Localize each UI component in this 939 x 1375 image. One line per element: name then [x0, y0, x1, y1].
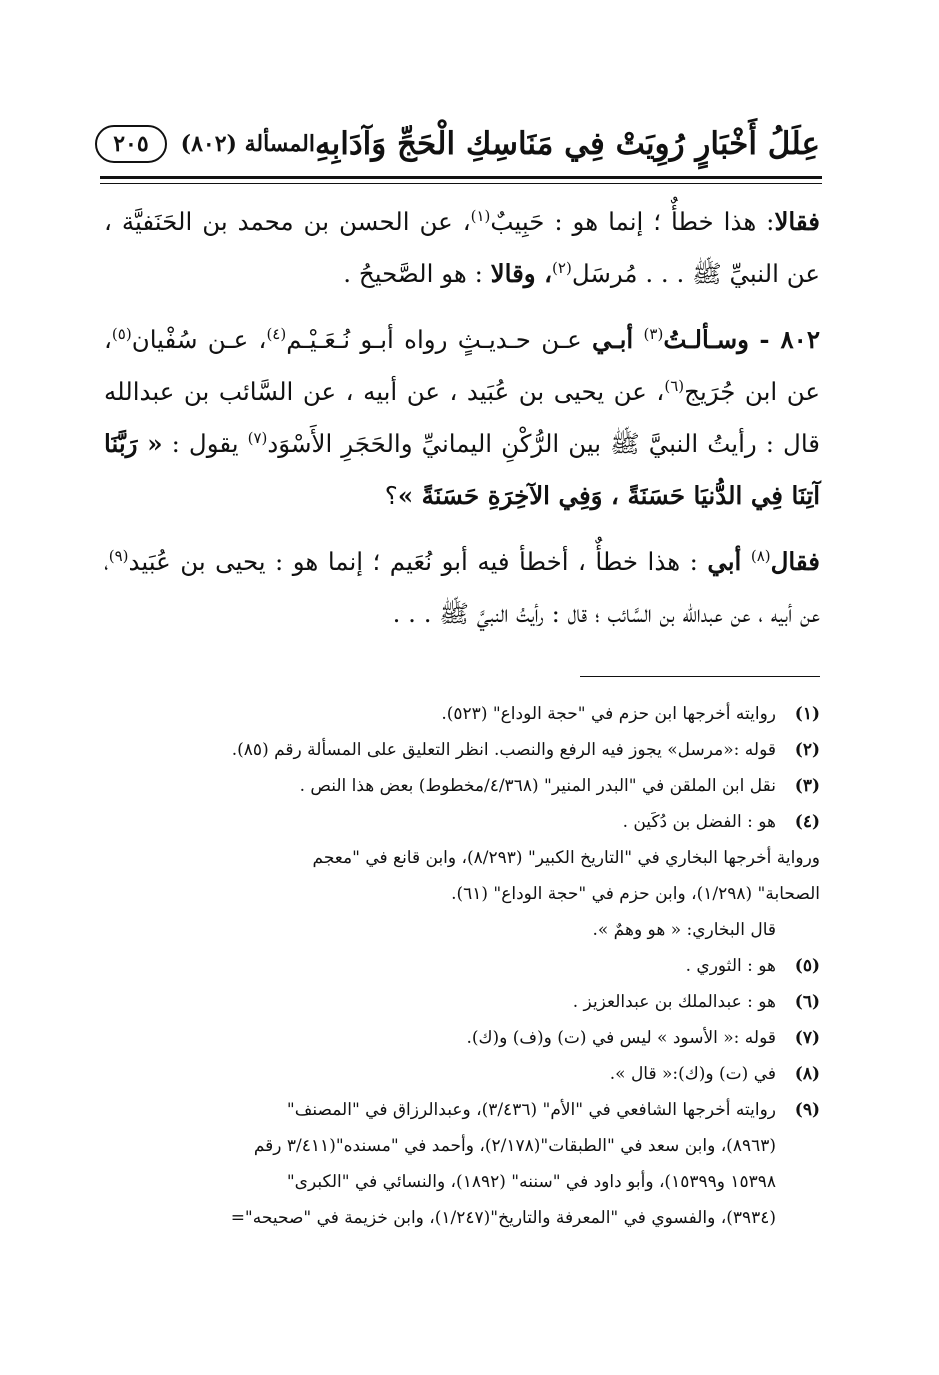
footnote-line: هو : الثوري . — [685, 956, 776, 976]
footnote-text — [106, 732, 776, 768]
page-number: ٢٠٥ — [95, 125, 166, 163]
footnote-text — [106, 696, 776, 732]
footnote-line: هو : عبدالملك بن عبدالعزيز . — [572, 992, 776, 1012]
speaker-label: ، وقالا — [490, 259, 553, 288]
header-rule-thin — [100, 183, 822, 184]
footnote-ref[interactable]: (٥) — [111, 324, 132, 343]
running-title: عِلَلُ أَخْبَارٍ رُوِيَتْ فِي مَنَاسِكِ الْحَجِّ وَآدَابِهِ — [314, 126, 820, 162]
footnote-line: قال البخاري: « هو وهمٌ ». — [592, 920, 776, 940]
paragraph-question — [104, 314, 820, 522]
paragraph-answer — [104, 536, 820, 640]
footnote-number: (٤) — [794, 812, 820, 832]
footnote-line: قوله :« الأسود » ليس في (ت) و(ف) و(ك). — [466, 1028, 776, 1048]
footnote-line: روايته أخرجها الشافعي في "الأم" (٣/٤٣٦)، وعبدالرزاق في "المصنف" — [286, 1100, 776, 1120]
header-meta — [95, 125, 315, 163]
footnote-number: (٢) — [794, 740, 820, 760]
text-span: عـن حـديـثٍ رواه أبـو نُـعَـيْـم — [286, 325, 582, 354]
text-span: : هو الصَّحيحُ . — [343, 259, 483, 288]
footnote-ref[interactable]: (٨) — [750, 546, 771, 565]
footnote-ref[interactable]: (٣) — [643, 324, 664, 343]
footnote-line: الصحابة" (١/٢٩٨)، وابن حزم في "حجة الوداع" (٦١). — [451, 884, 820, 904]
text-span: يقول : — [171, 429, 239, 458]
header-rule-thick — [100, 176, 822, 179]
footnote-ref[interactable]: (٢) — [552, 258, 572, 277]
text-span: : هذا خطأٌ ، أخطأ فيه أبو نُعَيم ؛ إنما هو : يحيى بن — [180, 547, 698, 576]
footnote-text — [106, 1092, 776, 1236]
footnote-line: قوله :«مرسل» يجوز فيه الرفع والنصب. انظر التعليق على المسألة رقم (٨٥). — [231, 740, 776, 760]
footnote-line: (٣٩٣٤)، والفسوي في "المعرفة والتاريخ"(١/٢٤٧)، وابن خزيمة في "صحيحه"= — [230, 1208, 776, 1228]
footnote-item — [106, 768, 820, 804]
text-span: ، عن أبيه ، عن عبدالله بن السَّائب ؛ قال : رأيتُ النبيَّ ﷺ . . . — [104, 547, 820, 628]
footnote-ref[interactable]: (٩) — [108, 546, 129, 565]
footnotes — [106, 696, 820, 1236]
footnote-ref[interactable]: (٤) — [266, 324, 287, 343]
page-header — [100, 112, 820, 176]
footnote-item — [106, 948, 820, 984]
speaker-label: وسـألـتُ — [663, 325, 750, 354]
footnote-number: (٧) — [794, 1028, 820, 1048]
issue-number: ٨٠٢ - — [759, 325, 820, 354]
footnote-text — [106, 984, 776, 1020]
footnote-number: (٦) — [794, 992, 820, 1012]
text-span: ، عن الحسن بن محمد بن — [202, 207, 471, 236]
text-span: ، عـن — [207, 325, 267, 354]
text-span: عُبَيد — [128, 547, 171, 576]
text-span: ، عن ابن جُرَيج — [104, 325, 820, 406]
text-span: الأَسْوَد — [267, 429, 333, 458]
footnote-number: (٥) — [794, 956, 820, 976]
text-span: السَّائب بن عبدالله قال : رأيتُ النبيَّ ﷺ بين الرُّكْنِ اليمانيِّ والحَجَرِ — [104, 377, 821, 458]
footnote-item — [106, 1092, 820, 1236]
quran-verse: « رَبَّنَا آتِنَا فِي الدُّنيَا حَسَنَةً ، وَفِي الآخِرَةِ حَسَنَةً » — [104, 429, 820, 510]
footnote-ref[interactable]: (٧) — [247, 428, 268, 447]
text-span: ، عن يحيى بن عُبَيد ، عن أبيه ، عن — [302, 377, 665, 406]
speaker-label: فقال — [770, 547, 820, 576]
footnote-line: في (ت) و(ك):« قال ». — [609, 1064, 776, 1084]
footnote-line: نقل ابن الملقن في "البدر المنير" (٤/٣٦٨/مخطوط) بعض هذا النص . — [299, 776, 776, 796]
footnote-text — [106, 804, 776, 840]
main-text — [104, 196, 820, 654]
footnote-number: (٣) — [794, 776, 820, 796]
footnote-text — [106, 948, 776, 984]
footnote-separator — [580, 676, 820, 677]
footnote-number: (٨) — [794, 1064, 820, 1084]
footnote-line: روايته أخرجها ابن حزم في "حجة الوداع" (٥٢٣). — [441, 704, 776, 724]
footnote-number: (٩) — [794, 1100, 820, 1120]
footnote-text — [106, 768, 776, 804]
footnote-item — [106, 1020, 820, 1056]
footnote-continuation — [106, 840, 820, 948]
footnote-line: هو : الفضل بن دُكَين . — [622, 812, 776, 832]
footnote-number: (١) — [794, 704, 820, 724]
text-span: ؟ — [384, 481, 398, 510]
speaker-label: فقالا — [774, 207, 820, 236]
footnote-item — [106, 1056, 820, 1092]
speaker-label: أبي — [707, 547, 742, 576]
paragraph-answer-prev — [104, 196, 820, 300]
footnote-ref[interactable]: (٦) — [664, 376, 685, 395]
text-span: : هذا خطأٌ ؛ إنما هو : حَبِيبٌ — [490, 207, 775, 236]
footnote-line: (٨٩٦٣)، وابن سعد في "الطبقات"(٢/١٧٨)، وأحمد في "مسنده"(٣/٤١١ رقم — [253, 1136, 776, 1156]
text-span: سُفْيان — [131, 325, 198, 354]
footnote-line: ١٥٣٩٨ و١٥٣٩٩)، وأبو داود في "سننه" (١٨٩٢)، والنسائي في "الكبرى" — [286, 1172, 776, 1192]
footnote-line: ورواية أخرجها البخاري في "التاريخ الكبير" (٨/٢٩٣)، وابن قانع في "معجم — [312, 848, 820, 868]
text-span: الحَنَفيَّة ، عن النبيِّ ﷺ . . . مُرسَل — [104, 207, 820, 288]
speaker-label: أبـي — [592, 325, 634, 354]
footnote-ref[interactable]: (١) — [470, 206, 491, 225]
footnote-text — [106, 1020, 776, 1056]
footnote-text — [106, 1056, 776, 1092]
footnote-item — [106, 696, 820, 732]
footnote-item — [106, 804, 820, 840]
footnote-item — [106, 732, 820, 768]
issue-label: المسألة (٨٠٢) — [180, 131, 315, 157]
footnote-item — [106, 984, 820, 1020]
